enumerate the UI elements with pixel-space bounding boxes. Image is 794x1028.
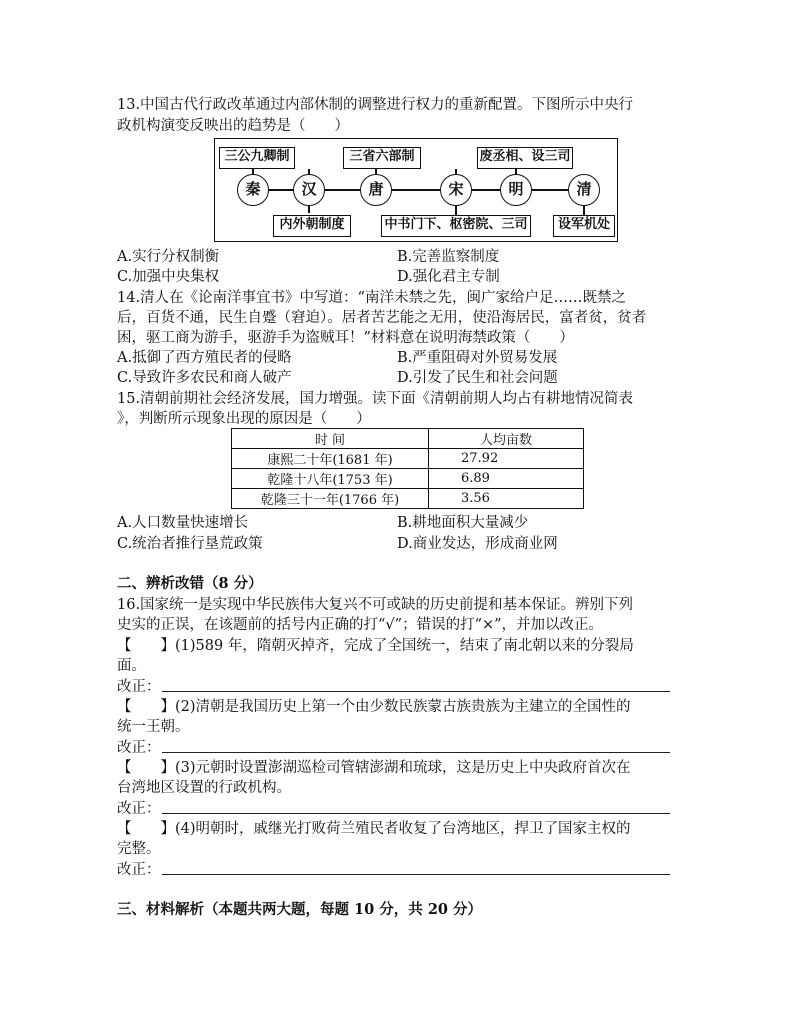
q16-item4-line1: 【 】(4)明朝时，戚继光打败荷兰殖民者收复了台湾地区，捍卫了国家主权的 — [117, 821, 631, 837]
q14-option-c: C.导致许多农民和商人破产 — [117, 370, 292, 386]
q16-item4-line2: 完整。 — [117, 841, 161, 857]
q15-option-a: A.人口数量快速增长 — [117, 515, 249, 531]
correction-label: 改正： — [117, 862, 161, 878]
table-row — [232, 449, 584, 469]
dynasty-han: 汉 — [293, 174, 325, 206]
answer-line[interactable] — [162, 752, 670, 753]
table-row — [232, 469, 584, 489]
label-junjichu: 设军机处 — [553, 215, 615, 237]
q16-item2-line2: 统一王朝。 — [117, 719, 190, 735]
answer-line[interactable] — [162, 813, 670, 814]
q14-stem-line3: 困，驱工商为游手，驱游手为盗贼耳！”材料意在说明海禁政策（ ） — [117, 330, 574, 346]
dynasty-qing: 清 — [568, 174, 600, 206]
table-header-row — [232, 429, 584, 449]
section2-title: 二、辨析改错（8 分） — [117, 575, 263, 592]
dynasty-song: 宋 — [440, 174, 472, 206]
q15-stem-line1: 15.清朝前期社会经济发展，国力增强。读下面《清朝前期人均占有耕地情况简表 — [117, 391, 634, 407]
q13-stem-line2: 政机构演变反映出的趋势是（ ） — [117, 118, 349, 134]
q16-item3-line1: 【 】(3)元朝时设置澎湖巡检司管辖澎湖和琉球，这是历史上中央政府首次在 — [117, 760, 631, 776]
table-header-time: 时 间 — [232, 429, 429, 449]
q13-diagram — [214, 138, 618, 242]
q14-option-b: B.严重阻碍对外贸易发展 — [397, 350, 558, 366]
q15-option-d: D.商业发达，形成商业网 — [397, 536, 558, 552]
q14-stem-line2: 后，百货不通，民生自蹙（窘迫）。居者苦艺能之无用，使沿海居民，富者贫，贫者 — [117, 310, 647, 326]
table-row — [232, 489, 584, 509]
correction-label: 改正： — [117, 679, 161, 695]
label-sansheng-liubu: 三省六部制 — [343, 147, 421, 169]
q16-intro-line1: 16.国家统一是实现中华民族伟大复兴不可或缺的历史前提和基本保证。辨别下列 — [117, 597, 634, 613]
label-sangong-jiuqing: 三公九卿制 — [219, 147, 295, 169]
q15-option-b: B.耕地面积大量减少 — [397, 515, 529, 531]
q16-item1-line2: 面。 — [117, 658, 146, 674]
answer-line[interactable] — [162, 691, 670, 692]
label-zhongshu-menxia: 中书门下、枢密院、三司 — [381, 215, 531, 237]
correction-label: 改正： — [117, 801, 161, 817]
correction-label: 改正： — [117, 740, 161, 756]
table-cell-time: 乾隆三十一年(1766 年) — [232, 489, 429, 509]
dynasty-tang: 唐 — [360, 174, 392, 206]
dynasty-ming: 明 — [500, 174, 532, 206]
q13-option-b: B.完善监察制度 — [397, 249, 500, 265]
q13-option-c: C.加强中央集权 — [117, 269, 220, 285]
label-neiwaichao: 内外朝制度 — [273, 215, 351, 237]
q16-item2-line1: 【 】(2)清朝是我国历史上第一个由少数民族蒙古族贵族为主建立的全国性的 — [117, 699, 631, 715]
table-cell-value: 6.89 — [429, 469, 584, 489]
table-cell-value: 3.56 — [429, 489, 584, 509]
table-cell-time: 康熙二十年(1681 年) — [232, 449, 429, 469]
q13-stem-line1: 13.中国古代行政改革通过内部休制的调整进行权力的重新配置。下图所示中央行 — [117, 97, 634, 113]
q16-intro-line2: 史实的正误，在该题前的括号内正确的打“√”；错误的打“×”，并加以改正。 — [117, 617, 604, 633]
q15-stem-line2: 》，判断所示现象出现的原因是（ ） — [117, 411, 371, 427]
q16-item3-line2: 台湾地区设置的行政机构。 — [117, 780, 291, 796]
q15-option-c: C.统治者推行垦荒政策 — [117, 536, 263, 552]
q13-option-a: A.实行分权制衡 — [117, 249, 220, 265]
label-fei-chengxiang: 废丞相、设三司 — [477, 147, 573, 169]
q15-table — [231, 428, 584, 509]
dynasty-qin: 秦 — [237, 174, 269, 206]
q14-option-a: A.抵御了西方殖民者的侵略 — [117, 350, 292, 366]
answer-line[interactable] — [162, 874, 670, 875]
table-cell-value: 27.92 — [429, 449, 584, 469]
q14-stem-line1: 14.清人在《论南洋事宜书》中写道：“南洋未禁之先，闽广家给户足……既禁之 — [117, 290, 626, 306]
q16-item1-line1: 【 】(1)589 年，隋朝灭掉齐，完成了全国统一，结束了南北朝以来的分裂局 — [117, 638, 634, 654]
table-cell-time: 乾隆十八年(1753 年) — [232, 469, 429, 489]
q14-option-d: D.引发了民生和社会问题 — [397, 370, 558, 386]
q13-option-d: D.强化君主专制 — [397, 269, 500, 285]
table-header-per-capita: 人均亩数 — [429, 429, 584, 449]
section3-title: 三、材料解析（本题共两大题，每题 10 分，共 20 分） — [117, 901, 483, 918]
